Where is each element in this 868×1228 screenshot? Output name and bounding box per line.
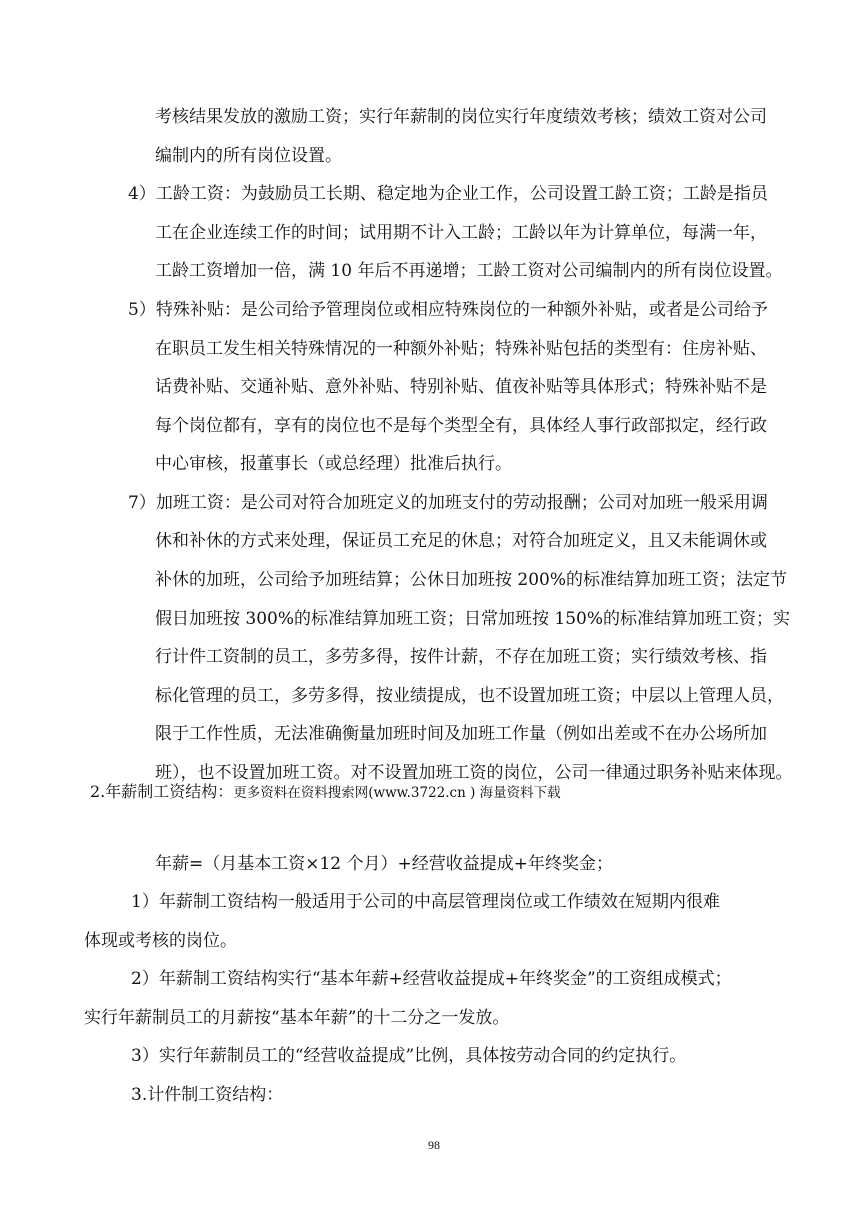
text-line: 假日加班按 300%的标准结算加班工资；日常加班按 150%的标准结算加班工资；实 (155, 609, 791, 629)
watermark-note: 更多资料在资料搜索网(www.3722.cn ) 海量资料下载 (233, 785, 561, 801)
text-line: 实行年薪制员工的月薪按“基本年薪”的十二分之一发放。 (84, 1008, 510, 1028)
text-line: 行计件工资制的员工，多劳多得，按件计薪，不存在加班工资；实行绩效考核、指 (155, 647, 767, 667)
page-number: 98 (428, 1138, 440, 1152)
text-line: 话费补贴、交通补贴、意外补贴、特别补贴、值夜补贴等具体形式；特殊补贴不是 (155, 377, 767, 397)
text-line: 每个岗位都有，享有的岗位也不是每个类型全有，具体经人事行政部拟定，经行政 (155, 416, 767, 436)
text-line: 考核结果发放的激励工资；实行年薪制的岗位实行年度绩效考核；绩效工资对公司 (155, 107, 767, 127)
text-line: 编制内的所有岗位设置。 (155, 146, 342, 166)
list-item-7: 7）加班工资：是公司对符合加班定义的加班支付的劳动报酬；公司对加班一般采用调 (128, 493, 768, 513)
section-heading: 3.计件制工资结构： (131, 1085, 284, 1105)
section-title: 2.年薪制工资结构： (90, 782, 234, 801)
text-line: 体现或考核的岗位。 (84, 931, 237, 951)
text-line: 工在企业连续工作的时间；试用期不计入工龄；工龄以年为计算单位，每满一年， (155, 223, 767, 243)
list-item-3: 3）实行年薪制员工的“经营收益提成”比例，具体按劳动合同的约定执行。 (131, 1046, 687, 1066)
text-line: 在职员工发生相关特殊情况的一种额外补贴；特殊补贴包括的类型有：住房补贴、 (155, 339, 767, 359)
list-item-2: 2）年薪制工资结构实行“基本年薪+经营收益提成+年终奖金”的工资组成模式； (131, 969, 732, 989)
list-item-1: 1）年薪制工资结构一般适用于公司的中高层管理岗位或工作绩效在短期内很难 (131, 892, 720, 912)
text-line: 中心审核，报董事长（或总经理）批准后执行。 (155, 454, 512, 474)
formula-line: 年薪=（月基本工资×12 个月）+经营收益提成+年终奖金； (155, 854, 614, 874)
list-item-5: 5）特殊补贴：是公司给予管理岗位或相应特殊岗位的一种额外补贴，或者是公司给予 (128, 300, 768, 320)
text-line: 休和补休的方式来处理，保证员工充足的休息；对符合加班定义，且又未能调休或 (155, 531, 767, 551)
text-line: 班），也不设置加班工资。对不设置加班工资的岗位，公司一律通过职务补贴来体现。 (155, 763, 793, 783)
text-line: 补休的加班，公司给予加班结算；公休日加班按 200%的标准结算加班工资；法定节 (155, 570, 788, 590)
section-heading (90, 781, 561, 804)
text-line: 标化管理的员工，多劳多得，按业绩提成，也不设置加班工资；中层以上管理人员， (155, 686, 784, 706)
text-line: 限于工作性质，无法准确衡量加班时间及加班工作量（例如出差或不在办公场所加 (155, 724, 767, 744)
list-item-4: 4）工龄工资：为鼓励员工长期、稳定地为企业工作，公司设置工龄工资；工龄是指员 (128, 184, 768, 204)
text-line: 工龄工资增加一倍，满 10 年后不再递增；工龄工资对公司编制内的所有岗位设置。 (155, 261, 783, 281)
